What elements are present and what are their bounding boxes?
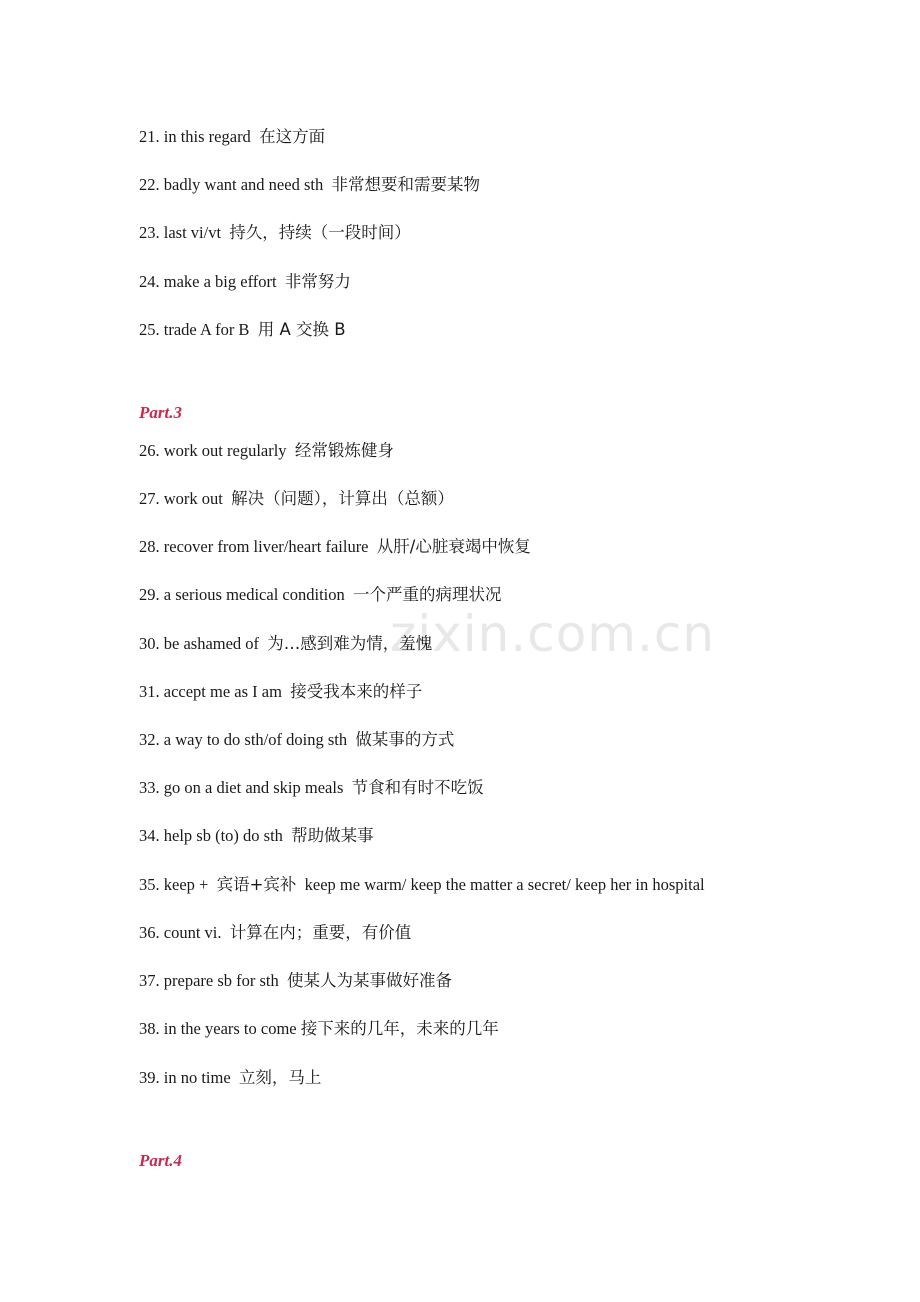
entry-en: 31. accept me as I am [139,682,282,701]
entry-en: 21. in this regard [139,127,251,146]
entry-zh: 计算在内；重要，有价值 [229,923,412,942]
entry-27 [139,489,454,509]
entry-en: 27. work out [139,489,223,508]
entry-zh: 在这方面 [259,127,326,146]
entry-38 [139,1019,499,1039]
entry-en: 29. a serious medical condition [139,585,345,604]
entry-21 [139,127,325,147]
entry-zh: 持久，持续（一段时间） [229,223,411,242]
entry-example: keep me warm/ keep the matter a secret/ keep her in hospital [304,875,705,894]
entry-31 [139,682,422,702]
entry-zh: 非常努力 [284,272,351,291]
entry-28 [139,537,531,557]
section-heading-part4: Part.4 [139,1151,182,1170]
entry-22 [139,175,480,195]
entry-zh: 立刻，马上 [238,1068,322,1087]
entry-en: 35. keep + [139,875,209,894]
entry-zh: 帮助做某事 [291,826,374,845]
entry-en: 26. work out regularly [139,441,287,460]
entry-33 [139,778,484,798]
entry-en: 34. help sb (to) do sth [139,826,283,845]
entry-30 [139,634,432,654]
entry-32 [139,730,454,750]
entry-en: 37. prepare sb for sth [139,971,279,990]
entry-en: 36. count vi. [139,923,222,942]
entry-zh: 接受我本来的样子 [290,682,423,701]
entry-zh: 经常锻炼健身 [294,441,394,460]
entry-zh: 解决（问题），计算出（总额） [231,489,454,508]
entry-en: 28. recover from liver/heart failure [139,537,369,556]
entry-35 [139,875,705,895]
entry-zh: 宾语+宾补 [216,875,297,894]
entry-37 [139,971,452,991]
entry-en: 32. a way to do sth/of doing sth [139,730,348,749]
entry-en: 30. be ashamed of [139,634,260,653]
entry-en: 39. in no time [139,1068,231,1087]
entry-26 [139,441,394,461]
entry-en: 22. badly want and need sth [139,175,324,194]
entry-25 [139,320,346,340]
entry-zh: 做某事的方式 [355,730,455,749]
entry-zh: 节食和有时不吃饭 [351,778,484,797]
watermark: zixin.com.cn [390,605,716,663]
entry-en: 23. last vi/vt [139,223,222,242]
entry-zh: 接下来的几年，未来的几年 [300,1019,499,1038]
entry-39 [139,1068,321,1088]
entry-zh: 一个严重的病理状况 [353,585,502,604]
section-heading-part3: Part.3 [139,403,182,422]
entry-en: 25. trade A for B [139,320,250,339]
entry-29 [139,585,502,605]
entry-zh: 用 A 交换 B [257,320,346,339]
entry-zh: 使某人为某事做好准备 [287,971,453,990]
entry-en: 24. make a big effort [139,272,277,291]
entry-36 [139,923,411,943]
entry-23 [139,223,411,243]
entry-24 [139,272,351,292]
entry-en: 38. in the years to come [139,1019,297,1038]
entry-zh: 为…感到难为情，羞愧 [267,634,433,653]
entry-zh: 非常想要和需要某物 [331,175,480,194]
entry-zh: 从肝/心脏衰竭中恢复 [376,537,531,556]
entry-34 [139,826,374,846]
entry-en: 33. go on a diet and skip meals [139,778,344,797]
